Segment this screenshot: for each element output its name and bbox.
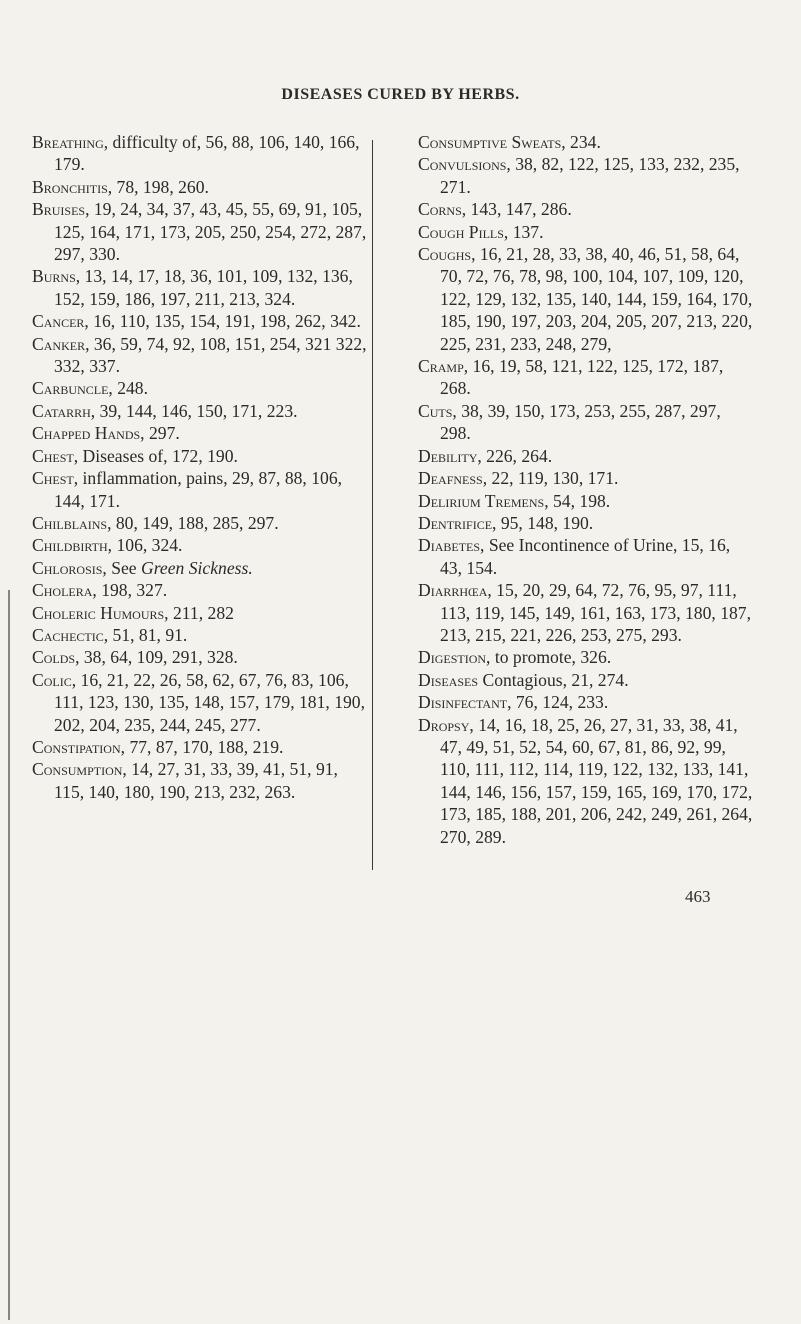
- index-term: Childbirth,: [32, 535, 113, 556]
- page-header: DISEASES CURED BY HERBS.: [281, 86, 520, 103]
- index-references: 16, 19, 58, 121, 122, 125, 172, 187, 268.: [440, 356, 724, 399]
- index-term: Chest,: [32, 468, 79, 489]
- index-entry: [418, 243, 753, 355]
- index-entry: [32, 602, 367, 624]
- index-entry: [32, 400, 367, 422]
- index-entry: [32, 758, 367, 803]
- index-references: 76, 124, 233.: [511, 692, 609, 713]
- index-term: Diseases: [418, 669, 479, 690]
- index-term: Chilblains,: [32, 512, 112, 533]
- cross-reference: Green Sickness.: [141, 557, 253, 578]
- index-references: inflammation, pains, 29, 87, 88, 106, 144, 171.: [54, 468, 343, 511]
- index-references: 226, 264.: [481, 445, 553, 466]
- index-entry: [32, 467, 367, 512]
- index-references: 15, 20, 29, 64, 72, 76, 95, 97, 111, 113, 119, 145, 149, 161, 163, 173, 180, 187, 213, 215, 221, 226, 253, 275, 293.: [440, 580, 751, 645]
- index-term: Cramp,: [418, 356, 469, 377]
- page-number: 463: [685, 887, 711, 906]
- index-references: 297.: [144, 423, 180, 444]
- index-term: Cancer,: [32, 311, 89, 332]
- index-entry: [32, 534, 367, 556]
- index-term: Colic,: [32, 669, 77, 690]
- index-references: 36, 59, 74, 92, 108, 151, 254, 321 322, 332, 337.: [54, 333, 367, 377]
- index-entry: [418, 534, 753, 579]
- index-entry: [418, 445, 753, 467]
- index-term: Breathing,: [32, 132, 109, 152]
- index-entry: [418, 355, 753, 400]
- index-entry: [418, 467, 753, 489]
- index-entry: [418, 131, 753, 153]
- index-column-right: [418, 131, 753, 848]
- index-entry: [418, 691, 753, 713]
- index-term: Carbuncle,: [32, 378, 113, 399]
- index-entry: [418, 490, 753, 512]
- index-term: Deafness,: [418, 468, 488, 489]
- index-references: 16, 21, 22, 26, 58, 62, 67, 76, 83, 106, 111, 123, 130, 135, 148, 157, 179, 181, 190, 202, 204, 235, 244, 245, 277.: [54, 669, 365, 735]
- index-references: 38, 82, 122, 125, 133, 232, 235, 271.: [440, 154, 740, 197]
- index-entry: [418, 669, 753, 691]
- index-term: Disinfectant,: [418, 692, 512, 713]
- index-term: Digestion,: [418, 647, 491, 668]
- index-references: Diseases of, 172, 190.: [78, 445, 238, 466]
- index-references: 143, 147, 286.: [466, 199, 572, 220]
- index-entry: [32, 736, 367, 758]
- index-references: 198, 327.: [96, 580, 168, 601]
- index-entry: [418, 221, 753, 243]
- index-term: Chapped Hands,: [32, 423, 145, 444]
- index-term: Corns,: [418, 199, 467, 220]
- index-references: 38, 39, 150, 173, 253, 255, 287, 297, 298.: [440, 400, 721, 444]
- index-entry: [32, 131, 367, 176]
- index-references: 95, 148, 190.: [496, 512, 594, 533]
- index-entry: [32, 646, 367, 668]
- index-entry: [32, 198, 367, 265]
- index-term: Colds,: [32, 647, 80, 668]
- index-entry: [32, 579, 367, 601]
- index-entry: [418, 153, 753, 198]
- index-entry: [32, 265, 367, 310]
- index-entry: [32, 557, 367, 579]
- index-term: Dentrifice,: [418, 512, 497, 533]
- index-references: 248.: [112, 378, 148, 399]
- index-entry: [32, 669, 367, 736]
- index-term: Consumption,: [32, 759, 127, 780]
- index-term: Bruises,: [32, 199, 90, 220]
- index-references: 234.: [565, 132, 601, 152]
- index-term: Chest,: [32, 445, 79, 466]
- index-references: 80, 149, 188, 285, 297.: [111, 512, 279, 533]
- index-term: Cuts,: [418, 400, 457, 421]
- index-entry: [418, 400, 753, 445]
- index-term: Canker,: [32, 333, 90, 354]
- index-term: Catarrh,: [32, 400, 96, 421]
- index-term: Cough Pills,: [418, 221, 509, 242]
- index-column-left: [32, 131, 367, 803]
- index-references: See: [106, 557, 142, 578]
- index-references: 14, 27, 31, 33, 39, 41, 51, 91, 115, 140, 180, 190, 213, 232, 263.: [54, 759, 338, 802]
- index-entry: [32, 445, 367, 467]
- index-references: to promote, 326.: [490, 647, 612, 668]
- index-references: 22, 119, 130, 171.: [487, 468, 619, 489]
- index-references: 77, 87, 170, 188, 219.: [125, 736, 284, 757]
- index-term: Diabetes,: [418, 535, 485, 556]
- index-term: Debility,: [418, 445, 482, 466]
- index-references: 16, 110, 135, 154, 191, 198, 262, 342.: [88, 311, 361, 332]
- index-term: Coughs,: [418, 244, 476, 265]
- index-term: Cachectic,: [32, 624, 109, 645]
- index-term: Delirium Tremens,: [418, 490, 549, 511]
- index-references: 211, 282: [168, 602, 234, 623]
- index-entry: [32, 176, 367, 198]
- index-entry: [32, 377, 367, 399]
- index-references: 14, 16, 18, 25, 26, 27, 31, 33, 38, 41, 47, 49, 51, 52, 54, 60, 67, 81, 86, 92, 99, 110, 111, 112, 114, 119, 122, 132, 133, 141, 144, 146, 156, 157, 159, 165, 169, 170, 172, 173, 185, 188, 201, 206, 242, 249, 261, 264, 270, 289.: [440, 714, 753, 847]
- index-references: 51, 81, 91.: [108, 624, 188, 645]
- index-term: Consumptive Sweats,: [418, 132, 566, 152]
- index-entry: [418, 198, 753, 220]
- index-entry: [32, 512, 367, 534]
- index-references: 137.: [508, 221, 544, 242]
- index-term: Constipation,: [32, 736, 126, 757]
- index-term: Chlorosis,: [32, 557, 107, 578]
- index-entry: [32, 422, 367, 444]
- index-references: 16, 21, 28, 33, 38, 40, 46, 51, 58, 64, 70, 72, 76, 78, 98, 100, 104, 107, 109, 120, 122, 129, 132, 135, 140, 144, 159, 164, 170, 185, 190, 197, 203, 204, 205, 207, 213, 220, 225, 231, 233, 248, 279,: [440, 244, 753, 354]
- index-term: Burns,: [32, 266, 81, 287]
- index-references: 13, 14, 17, 18, 36, 101, 109, 132, 136, 152, 159, 186, 197, 211, 213, 324.: [54, 266, 353, 309]
- page-edge-line: [8, 590, 10, 1320]
- index-references: 38, 64, 109, 291, 328.: [79, 647, 238, 668]
- index-entry: [32, 624, 367, 646]
- index-entry: [32, 333, 367, 378]
- index-references: 39, 144, 146, 150, 171, 223.: [95, 400, 298, 421]
- index-entry: [418, 646, 753, 668]
- index-references: 19, 24, 34, 37, 43, 45, 55, 69, 91, 105, 125, 164, 171, 173, 205, 250, 254, 272, 287, 297, 330.: [54, 199, 367, 265]
- index-term: Dropsy,: [418, 714, 474, 735]
- index-references: 54, 198.: [548, 490, 611, 511]
- index-term: Cholera,: [32, 580, 97, 601]
- index-entry: [32, 310, 367, 332]
- index-entry: [418, 512, 753, 534]
- index-term: Convulsions,: [418, 154, 511, 175]
- index-references: See Incontinence of Urine, 15, 16, 43, 154.: [440, 535, 731, 578]
- index-references: difficulty of, 56, 88, 106, 140, 166, 179.: [54, 132, 360, 175]
- index-references: Contagious, 21, 274.: [478, 669, 629, 690]
- index-term: Bronchitis,: [32, 176, 113, 197]
- index-term: Choleric Humours,: [32, 602, 169, 623]
- index-entry: [418, 714, 753, 848]
- index-entry: [418, 579, 753, 646]
- index-term: Diarrhœa,: [418, 580, 492, 601]
- index-references: 106, 324.: [112, 535, 183, 556]
- column-divider: [372, 140, 373, 870]
- index-references: 78, 198, 260.: [112, 176, 209, 197]
